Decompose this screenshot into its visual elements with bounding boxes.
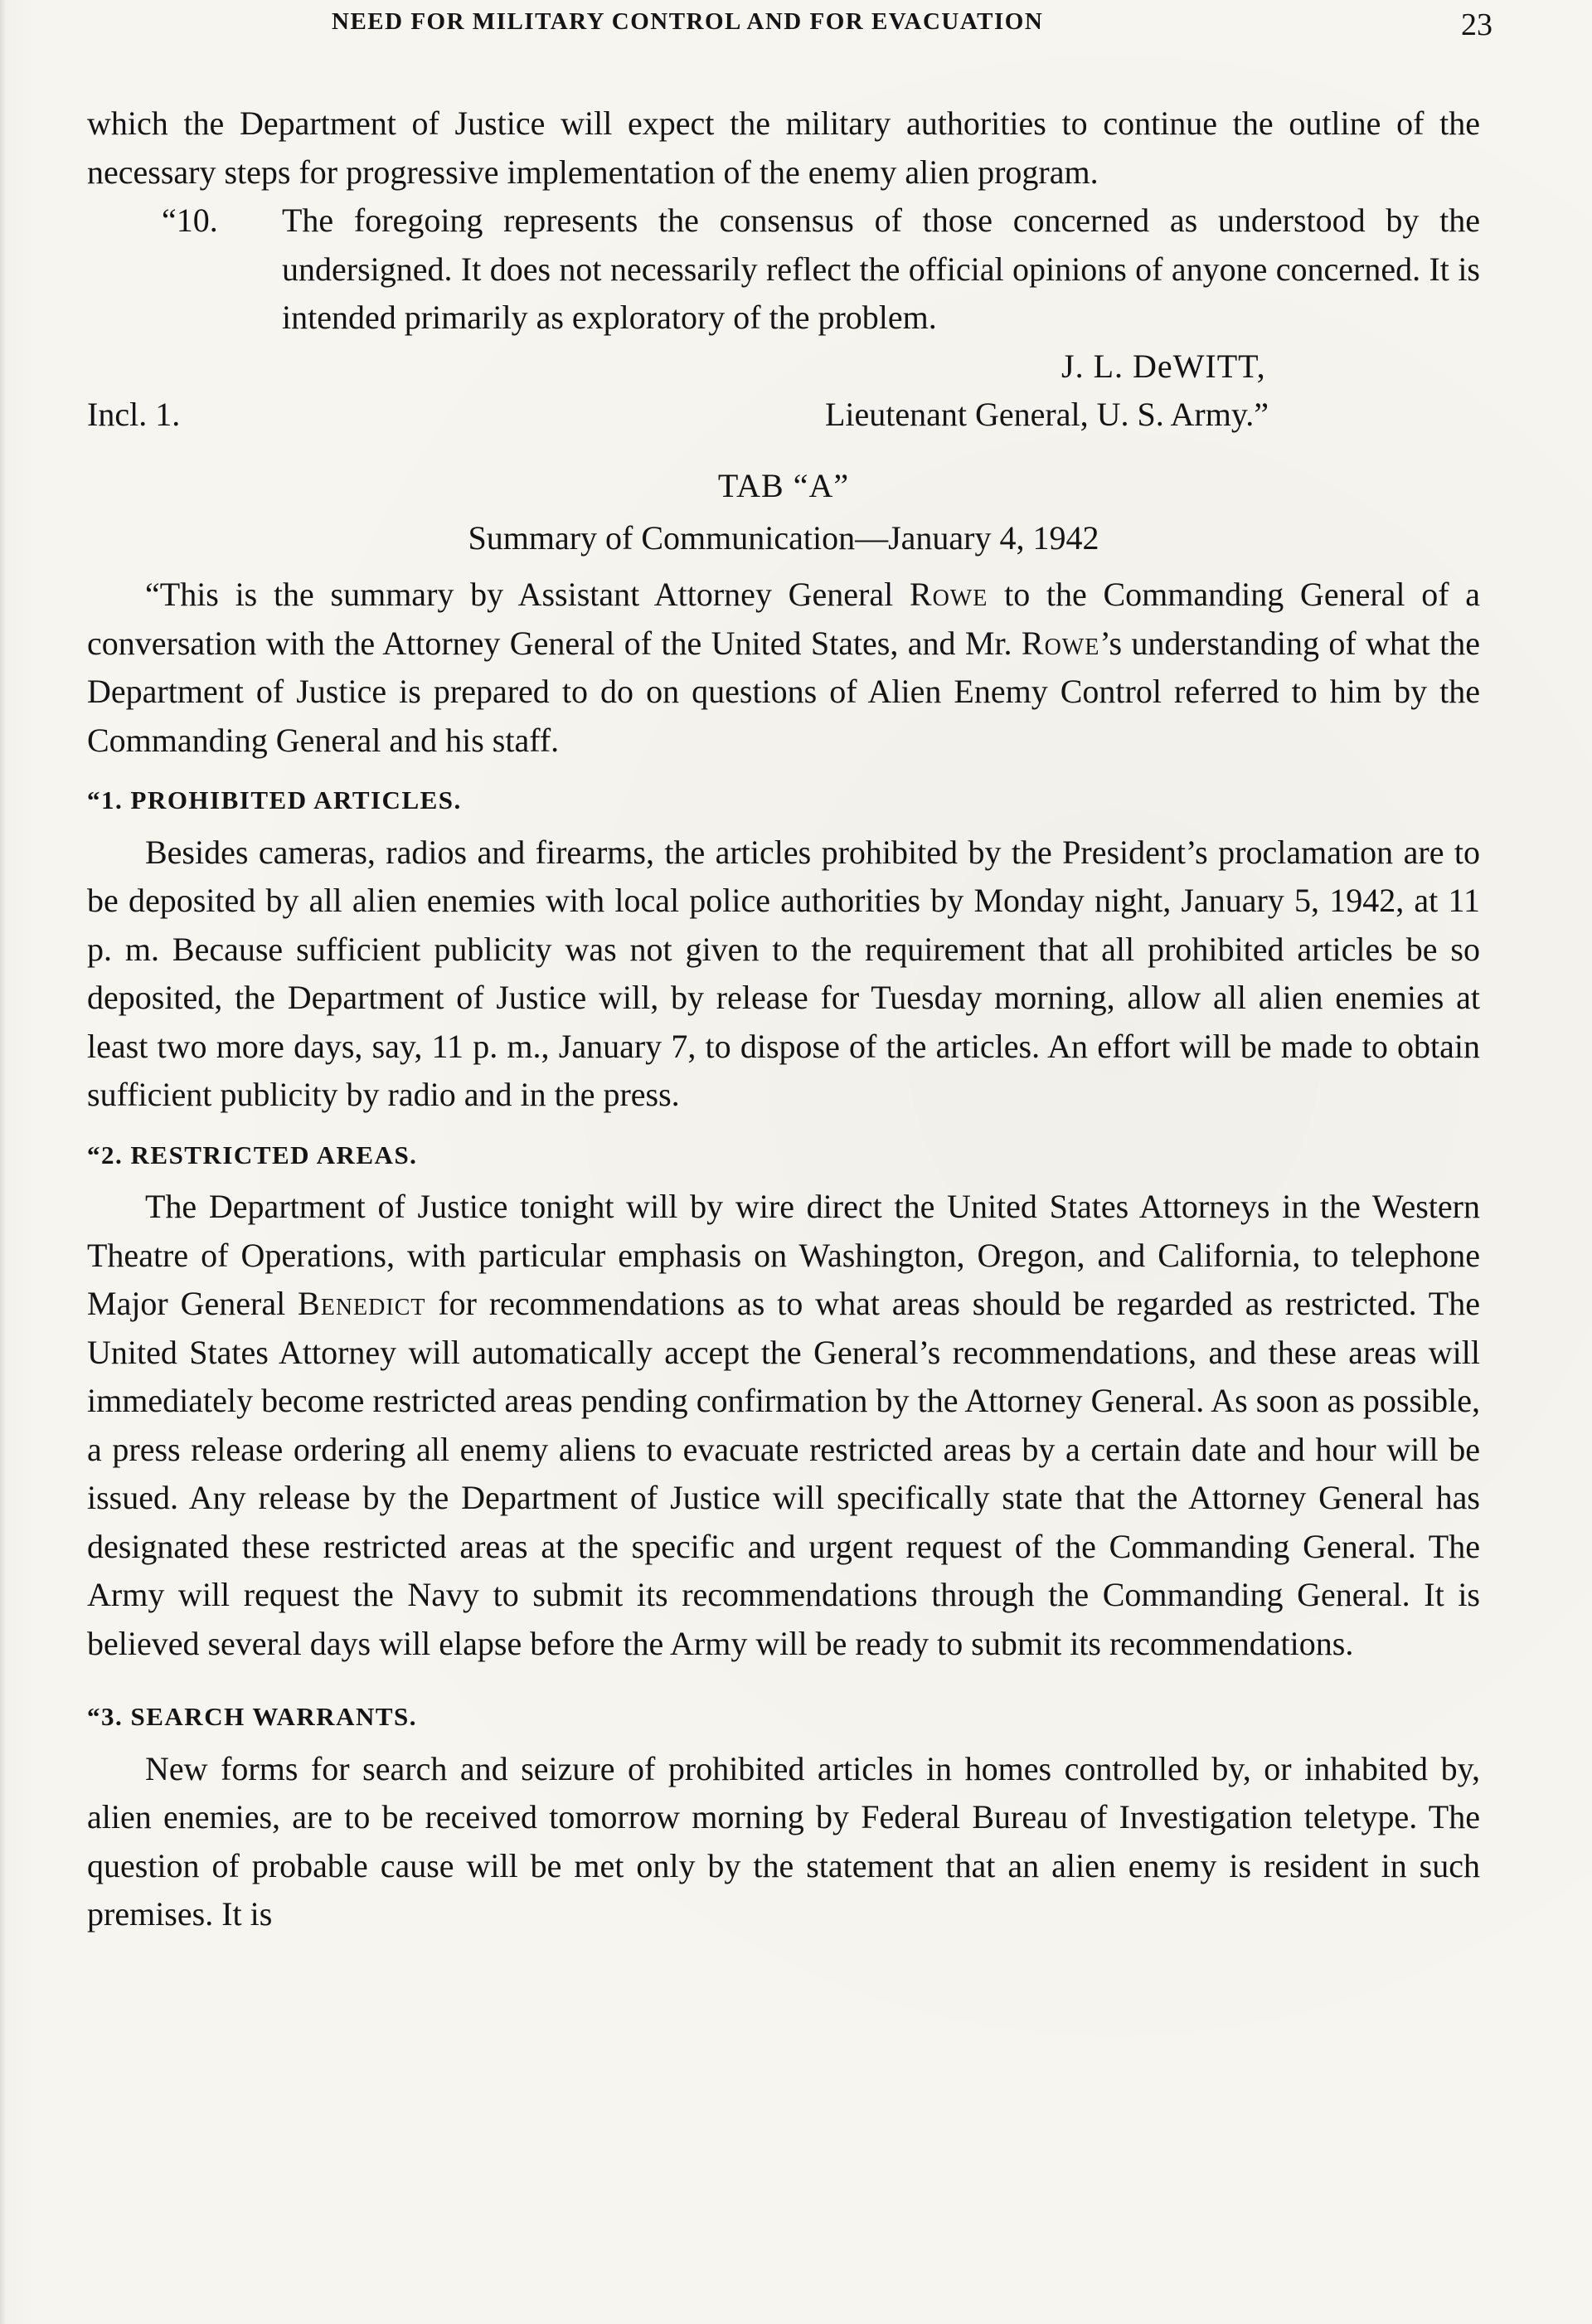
intro-text-part3: ’s understanding of what the Department of Justice is prepared to do on questions of Alien Enemy Control referred to him by the Commanding General and his staff.	[87, 624, 1480, 759]
section-3-heading: “3. SEARCH WARRANTS.	[87, 1702, 418, 1731]
page-number: 23	[1461, 7, 1492, 42]
tab-heading: TAB “A”	[717, 467, 850, 504]
item-10-text: The foregoing represents the consensus of those concerned as understood by the undersigned. It does not necessarily reflect the official opinions of anyone concerned. It is intended primarily as exploratory of the problem.	[282, 202, 1480, 336]
intro-text-part1: “This is the summary by Assistant Attorney General	[145, 576, 910, 613]
document-body	[87, 100, 1480, 1939]
intro-text-part2: to the Commanding General of a conversation with the Attorney General of the United States, and Mr.	[87, 576, 1480, 662]
intro-name-rowe-2: Rowe	[1021, 624, 1100, 662]
section-2-text-part-b: for recommendations as to what areas should be regarded as restricted. The United States Attorney will automatically accept the General’s recommendations, and these areas will immediately become restricted areas pending confirmation by the Attorney General. As soon as possible, a press release ordering all enemy aliens to evacuate restricted areas by a certain date and hour will be issued. Any release by the Department of Justice will specifically state that the Attorney General has designated these restricted areas at the specific and urgent request of the Commanding General. The Army will request the Navy to submit its recommendations through the Commanding General. It is believed several days will elapse before the Army will be ready to submit its recommendations.	[87, 1285, 1480, 1662]
section-2-text	[87, 1183, 1480, 1668]
scan-edge-shadow	[0, 0, 7, 2324]
running-head-title: NEED FOR MILITARY CONTROL AND FOR EVACUATION	[332, 8, 1044, 35]
signature-name-row	[87, 343, 1480, 391]
tab-subheading: Summary of Communication—January 4, 1942	[468, 518, 1099, 557]
intro-paragraph	[87, 571, 1480, 765]
section-1-text: Besides cameras, radios and firearms, the articles prohibited by the President’s proclamation are to be deposited by all alien enemies with local police authorities by Monday night, January 5, 1942, at 11 p. m. Because sufficient publicity was not given to the requirement that all prohibited articles be so deposited, the Department of Justice will, by release for Tuesday morning, allow all alien enemies at least two more days, say, 11 p. m., January 7, to dispose of the articles. An effort will be made to obtain sufficient publicity by radio and in the press.	[87, 833, 1480, 1113]
signature-name: J. L. DeWITT,	[1061, 347, 1266, 385]
section-2-text-part-a: The Department of Justice tonight will by wire direct the United States Attorneys in the Western Theatre of Operations, with particular emphasis on Washington, Oregon, and California, to telephone Major General	[87, 1188, 1480, 1322]
signature-rank: Lieutenant General, U. S. Army.”	[825, 396, 1269, 433]
item-10-paragraph	[162, 197, 1480, 343]
section-1-heading: “1. PROHIBITED ARTICLES.	[87, 785, 462, 814]
section-3-text: New forms for search and seizure of prohibited articles in homes controlled by, or inhabited by, alien enemies, are to be received tomorrow morning by Federal Bureau of Investigation teletype. The question of probable cause will be met only by the statement that an alien enemy is resident in such premises. It is	[87, 1749, 1480, 1933]
section-2-heading: “2. RESTRICTED AREAS.	[87, 1140, 418, 1169]
running-head	[298, 8, 1492, 41]
section-2-name-benedict: Benedict	[298, 1285, 426, 1322]
signature-rank-row	[87, 391, 1480, 440]
item-10-number: “10.	[162, 202, 218, 239]
continuation-paragraph: which the Department of Justice will expect the military authorities to continue the outline of the necessary steps for progressive implementation of the enemy alien program.	[87, 105, 1480, 191]
intro-name-rowe-1: Rowe	[909, 576, 988, 613]
enclosure-label: Incl. 1.	[87, 396, 181, 433]
